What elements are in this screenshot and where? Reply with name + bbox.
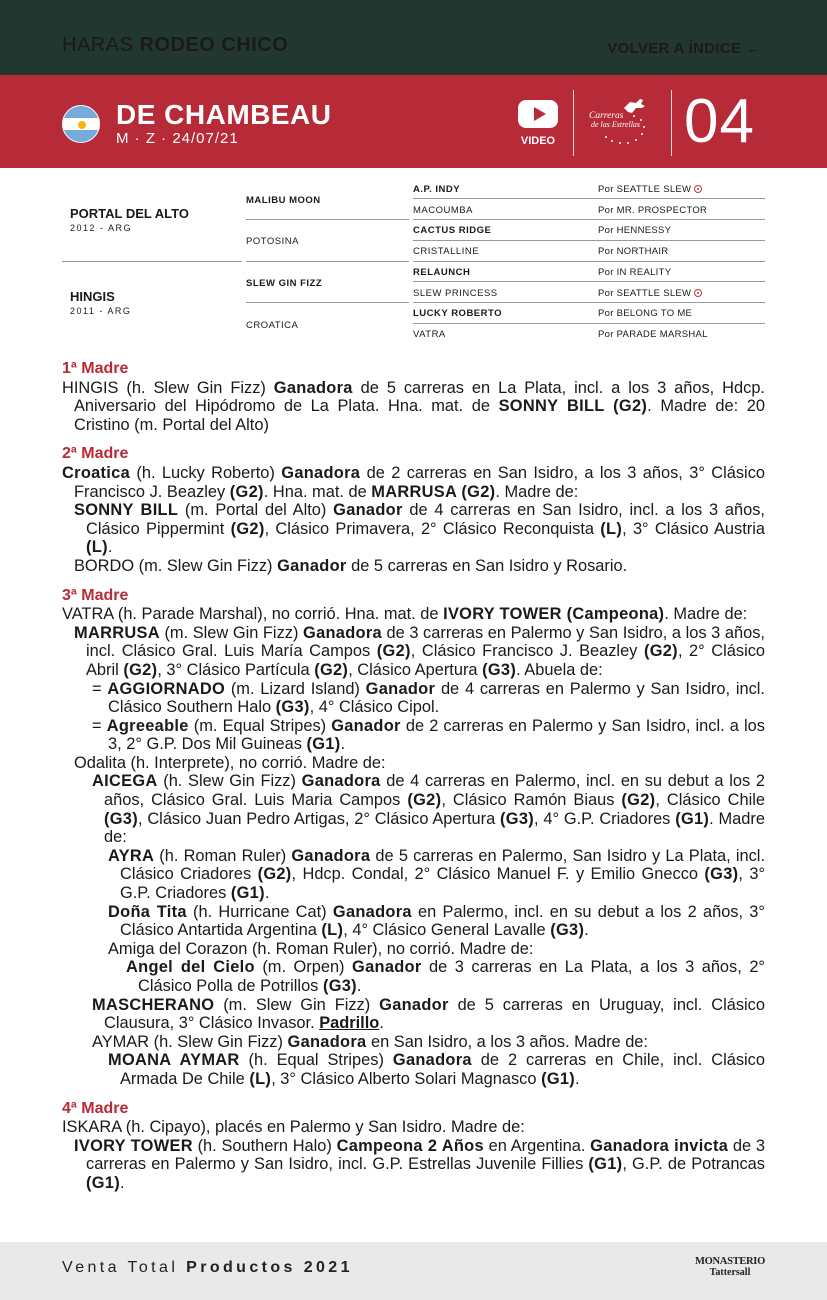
pedigree-cell: POTOSINA — [246, 236, 299, 247]
pedigree-cell: Por IN REALITY — [598, 267, 672, 278]
family-entry: HINGIS (h. Slew Gin Fizz) Ganadora de 5 carreras en La Plata, incl. a los 3 años, Hdcp. Aniversario del Hipódromo de La Plata. Hna. mat. de SONNY BILL (G2). Madre de: 20 Cristino (m. Portal del Alto) — [62, 378, 766, 434]
video-label: VIDEO — [520, 135, 556, 147]
divider — [573, 90, 574, 156]
pedigree-cell: MACOUMBA — [413, 205, 473, 216]
pedigree-cell: CACTUS RIDGE — [413, 225, 492, 236]
pedigree-table — [62, 178, 765, 346]
pedigree-cell: RELAUNCH — [413, 267, 471, 278]
family-entry: = AGGIORNADO (m. Lizard Island) Ganador de 4 carreras en Palermo y San Isidro, incl. Clásico Southern Halo (G3), 4° Clásico Cipol. — [92, 679, 765, 717]
pedigree-cell: Por SEATTLE SLEW — [598, 288, 702, 299]
pedigree-cell: Por BELONG TO ME — [598, 308, 693, 319]
svg-text:Carreras: Carreras — [589, 111, 624, 121]
video-button[interactable] — [515, 100, 561, 150]
dam-name: HINGIS — [70, 289, 115, 304]
family-entry: Amiga del Corazon (h. Roman Ruler), no corrió. Madre de: — [108, 939, 534, 958]
pedigree-cell: VATRA — [413, 329, 446, 340]
section-heading: 3ª Madre — [62, 586, 129, 604]
divider — [671, 90, 672, 156]
dam-info: 2011 - ARG — [70, 306, 132, 316]
back-to-index-link[interactable]: VOLVER A ÍNDICE ← — [607, 40, 761, 57]
family-entry: Angel del Cielo (m. Orpen) Ganador de 3 carreras en La Plata, a los 3 años, 2° Clásico Polla de Potrillos (G3). — [126, 958, 765, 995]
sire-info: 2012 - ARG — [70, 223, 133, 233]
pedigree-cell: Por NORTHAIR — [598, 246, 669, 257]
family-entry: SONNY BILL (m. Portal del Alto) Ganador de 4 carreras en San Isidro, incl. a los 3 años, Clásico Pippermint (G2), Clásico Primavera, 2° Clásico Reconquista (L), 3° Clásico Austria (L). — [74, 501, 765, 557]
family-entry: Doña Tita (h. Hurricane Cat) Ganadora en Palermo, incl. en su debut a los 2 años, 3° Clásico Antartida Argentina (L), 4° Clásico General Lavalle (G3). — [108, 902, 765, 940]
horse-subtitle: M · Z · 24/07/21 — [116, 130, 239, 147]
pedigree-cell: Por PARADE MARSHAL — [598, 329, 708, 340]
brand-title: HARAS RODEO CHICO — [62, 34, 289, 56]
pedigree-cell: CROATICA — [246, 320, 299, 331]
horse-name: DE CHAMBEAU — [116, 99, 332, 130]
female-family — [62, 360, 765, 1193]
family-entry: MARRUSA (m. Slew Gin Fizz) Ganadora de 3 carreras en Palermo y San Isidro, a los 3 años, incl. Clásico Gral. Luis María Campos (G2), Clásico Francisco J. Beazley (G2), 2° Clásico Abril (G2), 3° Clásico Partícula (G2), Clásico Apertura (G3). Abuela de: — [74, 623, 766, 679]
pedigree-cell: LUCKY ROBERTO — [413, 308, 503, 319]
footer-title: Venta Total Productos 2021 — [62, 1259, 353, 1276]
argentina-flag-icon — [62, 105, 100, 143]
monasterio-tattersall-logo: MONASTERIO Tattersall — [695, 1256, 765, 1278]
carreras-de-las-estrellas-logo — [586, 96, 658, 152]
family-entry: Croatica (h. Lucky Roberto) Ganadora de 2 carreras en San Isidro, a los 3 años, 3° Clásico Francisco J. Beazley (G2). Hna. mat. de MARRUSA (G2). Madre de: — [62, 463, 765, 501]
family-entry: VATRA (h. Parade Marshal), no corrió. Hna. mat. de IVORY TOWER (Campeona). Madre de: — [62, 605, 748, 624]
family-entry: = Agreeable (m. Equal Stripes) Ganador de 2 carreras en Palermo y San Isidro, incl. a los 3, 2° G.P. Dos Mil Guineas (G1). — [92, 716, 765, 754]
family-entry: IVORY TOWER (h. Southern Halo) Campeona 2 Años en Argentina. Ganadora invicta de 3 carreras en Palermo y San Isidro, incl. G.P. Estrellas Juvenile Fillies (G1), G.P. de Potrancas (G1). — [74, 1136, 765, 1192]
svg-text:de las Estrellas: de las Estrellas — [591, 120, 641, 129]
family-entry: AYRA (h. Roman Ruler) Ganadora de 5 carreras en Palermo, San Isidro y La Plata, incl. Clásico Criadores (G2), Hdcp. Condal, 2° Clásico Manuel F. y Emilio Gnecco (G3), 3° G.P. Criadores (G1). — [108, 846, 766, 903]
family-entry: ISKARA (h. Cipayo), placés en Palermo y San Isidro. Madre de: — [62, 1118, 525, 1137]
family-entry: BORDO (m. Slew Gin Fizz) Ganador de 5 carreras en San Isidro y Rosario. — [74, 556, 628, 575]
pedigree-cell: Por SEATTLE SLEW — [598, 184, 702, 195]
section-heading: 2ª Madre — [62, 445, 129, 463]
family-entry: MOANA AYMAR (h. Equal Stripes) Ganadora de 2 carreras en Chile, incl. Clásico Armada De Chile (L), 3° Clásico Alberto Solari Magnasco (G1). — [108, 1051, 765, 1088]
family-entry: AYMAR (h. Slew Gin Fizz) Ganadora en San Isidro, a los 3 años. Madre de: — [92, 1032, 648, 1051]
pedigree-cell: SLEW PRINCESS — [413, 288, 498, 299]
family-entry: AICEGA (h. Slew Gin Fizz) Ganadora de 4 carreras en Palermo, incl. en su debut a los 2 años, Clásico Gral. Luis Maria Campos (G2), Clásico Ramón Biaus (G2), Clásico Chile (G3), Clásico Juan Pedro Artigas, 2° Clásico Apertura (G3), 4° G.P. Criadores (G1). Madre de: — [92, 772, 765, 847]
section-heading: 1ª Madre — [62, 360, 129, 377]
pedigree-cell: Por HENNESSY — [598, 225, 672, 236]
pedigree-cell: MALIBU MOON — [246, 195, 321, 206]
registered-mark-icon — [694, 289, 702, 297]
play-video-icon — [518, 100, 558, 128]
family-entry: MASCHERANO (m. Slew Gin Fizz) Ganador de 5 carreras en Uruguay, incl. Clásico Clausura, 3° Clásico Invasor. Padrillo. — [92, 995, 765, 1033]
registered-mark-icon — [694, 185, 702, 193]
section-heading: 4ª Madre — [62, 1099, 129, 1117]
lot-number: 04 — [684, 87, 755, 156]
pedigree-cell: CRISTALLINE — [413, 246, 480, 257]
pedigree-cell: Por MR. PROSPECTOR — [598, 205, 708, 216]
pedigree-cell: SLEW GIN FIZZ — [246, 278, 323, 289]
family-entry: Odalita (h. Interprete), no corrió. Madre de: — [74, 753, 386, 772]
pedigree-cell: A.P. INDY — [413, 184, 461, 195]
sire-name: PORTAL DEL ALTO — [70, 206, 189, 221]
